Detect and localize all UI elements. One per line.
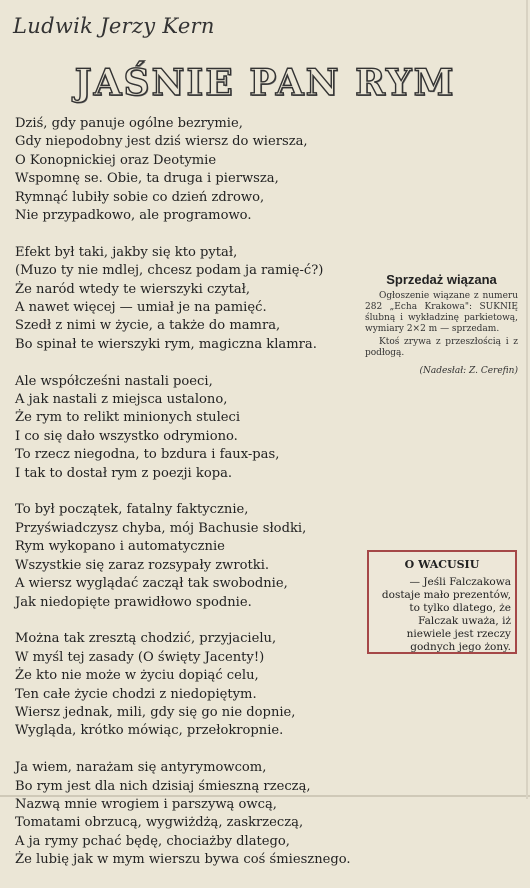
poem-line: A nawet więcej — umiał je na pamięć. [15, 300, 267, 316]
poem-line: Gdy niepodobny jest dziś wiersz do wiersza, [15, 134, 308, 150]
poem-line: Dziś, gdy panuje ogólne bezrymie, [15, 116, 243, 131]
poem-title: JAŚNIE PAN RYM [74, 62, 456, 104]
poem-stanza [15, 373, 370, 483]
poem-stanza [15, 759, 370, 869]
poem-line: A jak nastali z miejsca ustalono, [15, 392, 228, 408]
poem-line: Wiersz jednak, mili, gdy się go nie dopnie, [15, 704, 296, 720]
poem-line: Wygląda, krótko mówiąc, przełokropnie. [15, 723, 284, 739]
poem-line: Bo spinał te wierszyki rym, magiczna klamra. [15, 336, 317, 352]
poem-stanza [15, 501, 370, 611]
sidebar-sale-notice [365, 274, 518, 379]
poem-line: Ten całe życie chodzi z niedopiętym. [15, 686, 257, 702]
sidebar-sale-heading: Sprzedaż wiązana [386, 272, 497, 287]
poem-stanza [15, 630, 370, 740]
poem-line: Przyświadczysz chyba, mój Bachusie słodki, [15, 520, 307, 536]
poem-line: Że lubię jak w mym wierszu bywa coś śmiesznego. [15, 852, 351, 868]
poem-line: Że naród wtedy te wierszyki czytał, [15, 281, 251, 297]
poem-line: Rymnąć lubiły sobie co dzień zdrowo, [15, 189, 265, 205]
poem-line: (Muzo ty nie mdlej, chcesz podam ja ramię-ć?) [15, 263, 324, 279]
right-rule [526, 0, 528, 799]
sidebar-wacus-heading: O WACUSIU [404, 558, 480, 571]
poem-line: Szedł z nimi w życie, a także do mamra, [15, 318, 281, 334]
poem-line: To był początek, fatalny faktycznie, [15, 502, 249, 518]
poem-line: Że rym to relikt minionych stuleci [15, 410, 241, 426]
sidebar-wacus-box [367, 550, 517, 654]
poem-line: O Konopnickiej oraz Deotymie [15, 152, 217, 168]
poem-line: Że kto nie może w życiu dopiąć celu, [15, 668, 259, 684]
poem-body [15, 115, 370, 888]
sidebar-sale-text: Ogłoszenie wiązane z numeru 282 „Echa Krakowa": SUKNIĘ ślubną i wykładzinę parkietową, wymiary 2×2 m — sprzedam. [365, 291, 518, 334]
poem-line: Ale współcześni nastali poeci, [15, 373, 213, 389]
poem-line: W myśl tej zasady (O święty Jacenty!) [15, 649, 265, 665]
poem-stanza [15, 115, 370, 225]
poem-line: Ja wiem, narażam się antyrymowcom, [15, 760, 267, 776]
poem-line: A ja rymy pchać będę, chociażby dlatego, [15, 833, 290, 849]
poem-line: Rym wykopano i automatycznie [15, 539, 225, 555]
poem-line: Można tak zresztą chodzić, przyjacielu, [15, 631, 277, 647]
poem-line: Jak niedopięte prawidłowo spodnie. [15, 594, 252, 610]
poem-line: Wspomnę se. Obie, ta druga i pierwsza, [15, 171, 279, 187]
poem-line: Nazwą mnie wrogiem i parszywą owcą, [15, 796, 277, 812]
author-name: Ludwik Jerzy Kern [13, 14, 215, 38]
poem-line: Tomatami obrzucą, wygwiżdżą, zaskrzeczą, [15, 815, 304, 831]
poem-line: A wiersz wyglądać zaczął tak swobodnie, [15, 576, 288, 592]
sidebar-sale-signature: (Nadesłał: Z. Cerefin) [419, 366, 518, 376]
poem-line: I tak to dostał rym z poezji kopa. [15, 465, 233, 481]
poem-line: To rzecz niegodna, to bzdura i faux-pas, [15, 447, 280, 463]
sidebar-sale-comment: Ktoś zrywa z przeszłością i z podłogą. [365, 337, 518, 358]
sidebar-wacus-text: — Jeśli Falczakowa dostaje mało prezentów, to tylko dlatego, że Falczak uważa, iż niewiele jest rzeczy godnych jego żony. [381, 576, 511, 653]
bottom-rule [0, 795, 530, 797]
poem-line: Efekt był taki, jakby się kto pytał, [15, 244, 238, 260]
poem-line: Nie przypadkowo, ale programowo. [15, 208, 252, 224]
poem-line: Bo rym jest dla nich dzisiaj śmieszną rzeczą, [15, 778, 311, 794]
poem-line: Wszystkie się zaraz rozsypały zwrotki. [15, 557, 270, 573]
poem-line: I co się dało wszystko odrymiono. [15, 428, 238, 444]
poem-stanza [15, 244, 370, 354]
